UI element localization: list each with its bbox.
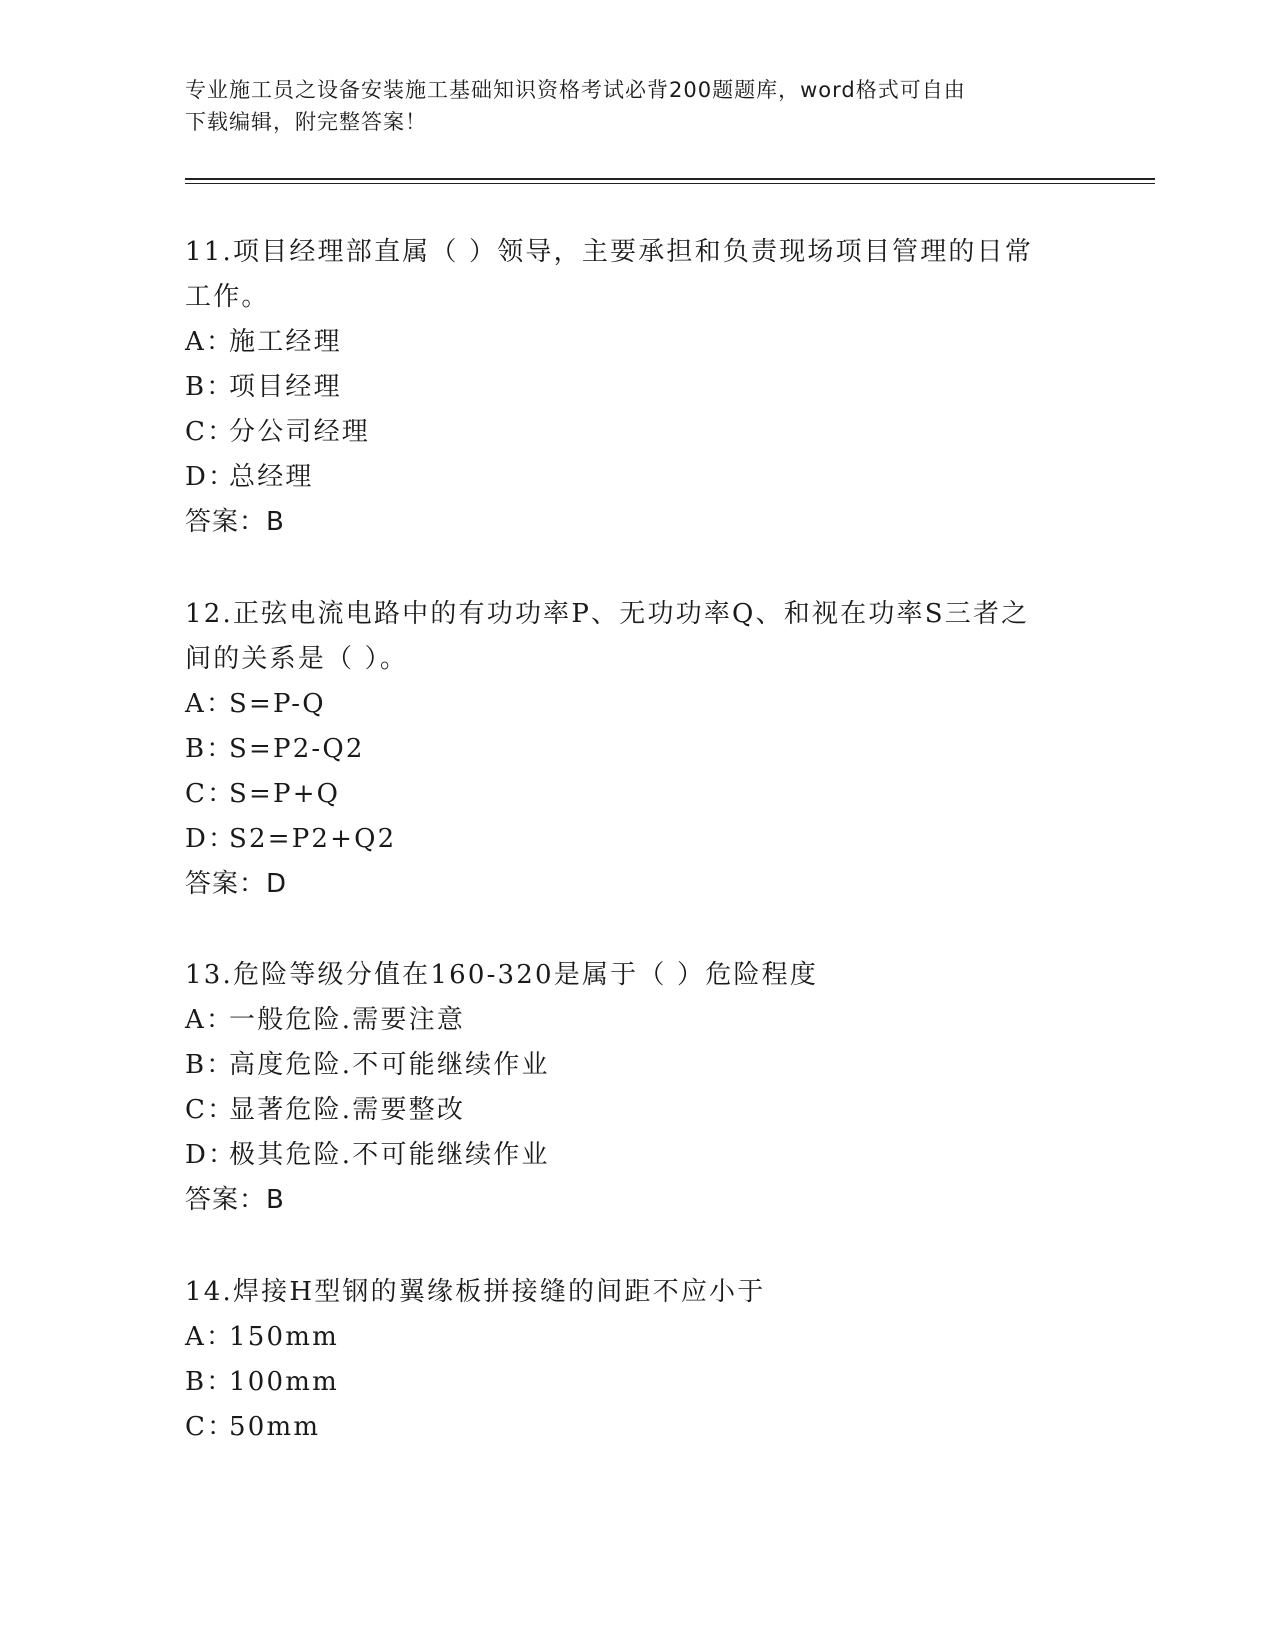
option-b <box>185 365 1085 410</box>
header-divider-thin <box>185 183 1155 184</box>
option-text: S=P2-Q2 <box>229 734 365 764</box>
option-b <box>185 1043 1085 1088</box>
option-key: C： <box>185 779 236 809</box>
question-stem-line: 间的关系是（ ）。 <box>185 644 409 674</box>
option-text: 施工经理 <box>229 327 342 357</box>
option-c <box>185 772 1085 817</box>
option-b <box>185 1360 1085 1405</box>
option-c <box>185 1088 1085 1133</box>
option-text: 分公司经理 <box>229 417 371 447</box>
option-d <box>185 1133 1085 1178</box>
question-12 <box>185 592 1085 907</box>
option-key: C： <box>185 417 236 447</box>
option-key: A： <box>185 1005 235 1035</box>
option-key: C： <box>185 1412 236 1442</box>
option-key: A： <box>185 689 235 719</box>
question-stem-line: 14.焊接H型钢的翼缘板拼接缝的间距不应小于 <box>185 1277 766 1307</box>
option-text: 显著危险.需要整改 <box>229 1095 466 1125</box>
question-14 <box>185 1270 1085 1450</box>
option-a <box>185 682 1085 727</box>
option-a <box>185 998 1085 1043</box>
document-header <box>185 74 1065 138</box>
option-key: B： <box>185 1367 235 1397</box>
option-text: 高度危险.不可能继续作业 <box>229 1050 550 1080</box>
question-stem-line: 11.项目经理部直属（ ）领导，主要承担和负责现场项目管理的日常 <box>185 237 1034 267</box>
option-text: 总经理 <box>229 462 314 492</box>
option-key: A： <box>185 1322 235 1352</box>
option-text: S=P+Q <box>229 779 341 809</box>
option-key: B： <box>185 1050 235 1080</box>
option-key: C： <box>185 1095 236 1125</box>
option-text: S=P-Q <box>229 689 326 719</box>
option-key: D： <box>185 1140 237 1170</box>
question-13 <box>185 953 1085 1223</box>
option-text: 项目经理 <box>229 372 342 402</box>
header-line-1: 专业施工员之设备安装施工基础知识资格考试必背200题题库，word格式可自由 <box>185 78 966 102</box>
option-c <box>185 410 1085 455</box>
header-line-2: 下载编辑，附完整答案！ <box>185 110 427 134</box>
header-divider-thick <box>185 178 1155 180</box>
option-key: A： <box>185 327 235 357</box>
answer-line: 答案：B <box>185 1185 285 1215</box>
question-11 <box>185 230 1085 545</box>
option-b <box>185 727 1085 772</box>
option-a <box>185 1315 1085 1360</box>
option-key: D： <box>185 462 237 492</box>
answer-line: 答案：B <box>185 507 285 537</box>
question-stem-line: 13.危险等级分值在160-320是属于（ ）危险程度 <box>185 960 819 990</box>
option-text: 150mm <box>229 1322 339 1352</box>
option-a <box>185 320 1085 365</box>
option-key: D： <box>185 824 237 854</box>
question-stem-line: 12.正弦电流电路中的有功功率P、无功功率Q、和视在功率S三者之 <box>185 599 1030 629</box>
option-c <box>185 1405 1085 1450</box>
option-key: B： <box>185 734 235 764</box>
option-d <box>185 455 1085 500</box>
answer-line: 答案：D <box>185 869 288 899</box>
option-text: S2=P2+Q2 <box>229 824 397 854</box>
option-text: 一般危险.需要注意 <box>229 1005 466 1035</box>
option-d <box>185 817 1085 862</box>
option-key: B： <box>185 372 235 402</box>
question-stem-line: 工作。 <box>185 282 270 312</box>
option-text: 极其危险.不可能继续作业 <box>229 1140 550 1170</box>
option-text: 50mm <box>229 1412 321 1442</box>
option-text: 100mm <box>229 1367 339 1397</box>
